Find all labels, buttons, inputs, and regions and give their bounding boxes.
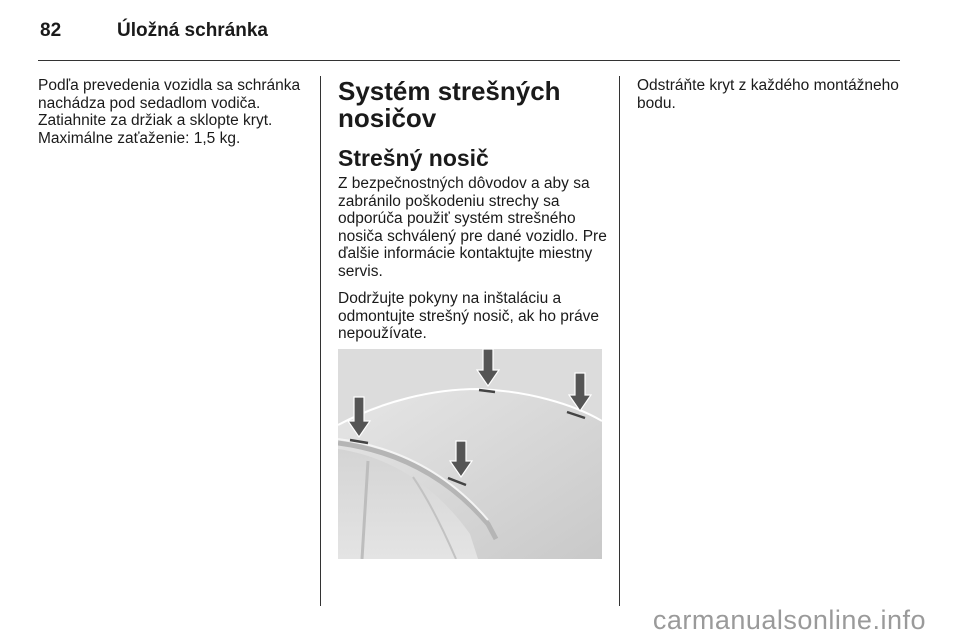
watermark: carmanualsonline.info [652, 605, 926, 635]
roof-rack-paragraph-2: Dodržujte pokyny na inštaláciu a odmontujte strešný nosič, ak ho práve nepoužívate. [338, 290, 600, 342]
column-1 [38, 77, 308, 157]
column-divider-2 [619, 76, 620, 606]
header-rule [38, 60, 900, 61]
column-2 [338, 78, 608, 353]
roof-illustration [338, 349, 602, 559]
section-heading: Systém strešných nosičov [338, 76, 561, 133]
remove-cover-paragraph: Odstráňte kryt z každého montážneho bodu. [637, 77, 899, 112]
page-number: 82 [40, 20, 62, 41]
sub-heading: Strešný nosič [338, 145, 489, 171]
roof-rack-paragraph-1: Z bezpečnostných dôvodov a aby sa zabránilo poškodeniu strechy sa odporúča použiť systém strešného nosiča schválený pre dané vozidlo. Pre ďalšie informácie kontaktujte miestny servis. [338, 175, 607, 280]
storage-box-paragraph: Podľa prevedenia vozidla sa schránka nachádza pod sedadlom vodiča. Zatiahnite za držiak a sklopte kryt. Maximálne zaťaženie: 1,5 kg. [38, 77, 301, 147]
page-title: Úložná schránka [117, 20, 268, 41]
column-divider-1 [320, 76, 321, 606]
column-3 [637, 77, 899, 122]
